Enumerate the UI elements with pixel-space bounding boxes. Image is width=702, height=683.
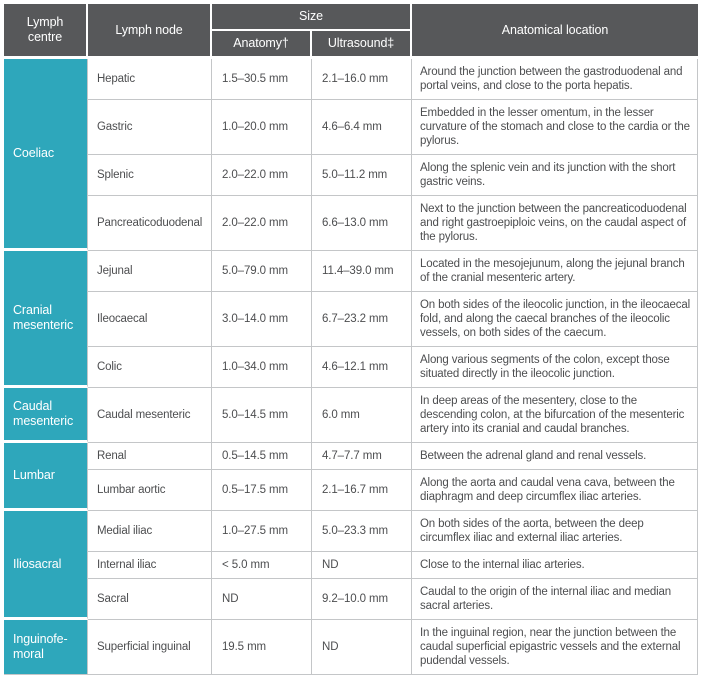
ultrasound-size-cell: 5.0–23.3 mm bbox=[312, 511, 412, 552]
table-row bbox=[4, 470, 698, 511]
ultrasound-size-cell: 6.6–13.0 mm bbox=[312, 196, 412, 251]
lymph-node-cell: Jejunal bbox=[88, 251, 212, 292]
table-row bbox=[4, 347, 698, 388]
table-row bbox=[4, 443, 698, 470]
anatomy-size-cell: 5.0–79.0 mm bbox=[212, 251, 312, 292]
ultrasound-size-cell: 6.7–23.2 mm bbox=[312, 292, 412, 347]
lymph-node-cell: Hepatic bbox=[88, 59, 212, 100]
table-row bbox=[4, 292, 698, 347]
location-cell: Located in the mesojejunum, along the jejunal branch of the cranial mesenteric artery. bbox=[412, 251, 698, 292]
ultrasound-size-cell: 6.0 mm bbox=[312, 388, 412, 443]
location-cell: Between the adrenal gland and renal vessels. bbox=[412, 443, 698, 470]
lymph-node-cell: Medial iliac bbox=[88, 511, 212, 552]
table-row bbox=[4, 196, 698, 251]
ultrasound-size-cell: ND bbox=[312, 552, 412, 579]
location-cell: Next to the junction between the pancreaticoduodenal and right gastroepiploic veins, on the caudal aspect of the pylorus. bbox=[412, 196, 698, 251]
ultrasound-size-cell: 11.4–39.0 mm bbox=[312, 251, 412, 292]
anatomy-size-cell: 19.5 mm bbox=[212, 620, 312, 675]
col-header-ultrasound: Ultrasound‡ bbox=[312, 31, 412, 59]
table-row bbox=[4, 155, 698, 196]
table-row bbox=[4, 100, 698, 155]
location-cell: Close to the internal iliac arteries. bbox=[412, 552, 698, 579]
anatomy-size-cell: 0.5–17.5 mm bbox=[212, 470, 312, 511]
ultrasound-size-cell: 2.1–16.0 mm bbox=[312, 59, 412, 100]
ultrasound-size-cell: 4.6–6.4 mm bbox=[312, 100, 412, 155]
lymph-node-cell: Ileocaecal bbox=[88, 292, 212, 347]
lymph-node-cell: Gastric bbox=[88, 100, 212, 155]
lymph-centre-cell: Cranial mesenteric bbox=[4, 251, 88, 388]
table-row bbox=[4, 579, 698, 620]
table-row bbox=[4, 620, 698, 675]
lymph-node-cell: Pancreaticoduodenal bbox=[88, 196, 212, 251]
anatomy-size-cell: 3.0–14.0 mm bbox=[212, 292, 312, 347]
location-cell: In deep areas of the mesentery, close to the descending colon, at the bifurcation of the mesenteric artery into its cranial and caudal branches. bbox=[412, 388, 698, 443]
anatomy-size-cell: 2.0–22.0 mm bbox=[212, 196, 312, 251]
header-row-1 bbox=[4, 4, 698, 31]
table-row bbox=[4, 59, 698, 100]
lymph-node-cell: Renal bbox=[88, 443, 212, 470]
lymph-centre-cell: Iliosacral bbox=[4, 511, 88, 620]
lymph-node-cell: Superficial inguinal bbox=[88, 620, 212, 675]
anatomy-size-cell: 2.0–22.0 mm bbox=[212, 155, 312, 196]
ultrasound-size-cell: 5.0–11.2 mm bbox=[312, 155, 412, 196]
location-cell: Along the splenic vein and its junction with the short gastric veins. bbox=[412, 155, 698, 196]
anatomy-size-cell: 5.0–14.5 mm bbox=[212, 388, 312, 443]
col-header-size: Size bbox=[212, 4, 412, 31]
location-cell: In the inguinal region, near the junction between the caudal superficial epigastric vessels and the external pudendal vessels. bbox=[412, 620, 698, 675]
anatomy-size-cell: 1.0–34.0 mm bbox=[212, 347, 312, 388]
table-row bbox=[4, 552, 698, 579]
location-cell: Caudal to the origin of the internal iliac and median sacral arteries. bbox=[412, 579, 698, 620]
lymph-centre-cell: Lumbar bbox=[4, 443, 88, 511]
table-row bbox=[4, 251, 698, 292]
location-cell: Along the aorta and caudal vena cava, between the diaphragm and deep circumflex iliac arteries. bbox=[412, 470, 698, 511]
location-cell: Around the junction between the gastroduodenal and portal veins, and close to the porta hepatis. bbox=[412, 59, 698, 100]
col-header-anatomy: Anatomy† bbox=[212, 31, 312, 59]
lymph-node-cell: Splenic bbox=[88, 155, 212, 196]
table-row bbox=[4, 388, 698, 443]
location-cell: Embedded in the lesser omentum, in the lesser curvature of the stomach and close to the cardia or the pylorus. bbox=[412, 100, 698, 155]
ultrasound-size-cell: 4.6–12.1 mm bbox=[312, 347, 412, 388]
table-row bbox=[4, 511, 698, 552]
lymph-centre-cell: Caudal mesenteric bbox=[4, 388, 88, 443]
anatomy-size-cell: < 5.0 mm bbox=[212, 552, 312, 579]
lymph-node-cell: Colic bbox=[88, 347, 212, 388]
anatomy-size-cell: 1.0–20.0 mm bbox=[212, 100, 312, 155]
ultrasound-size-cell: ND bbox=[312, 620, 412, 675]
lymph-node-cell: Lumbar aortic bbox=[88, 470, 212, 511]
lymph-node-cell: Caudal mesenteric bbox=[88, 388, 212, 443]
ultrasound-size-cell: 9.2–10.0 mm bbox=[312, 579, 412, 620]
col-header-lymph-node: Lymph node bbox=[88, 4, 212, 59]
anatomy-size-cell: 1.0–27.5 mm bbox=[212, 511, 312, 552]
location-cell: Along various segments of the colon, except those situated directly in the ileocolic junction. bbox=[412, 347, 698, 388]
col-header-lymph-centre: Lymph centre bbox=[4, 4, 88, 59]
location-cell: On both sides of the ileocolic junction, in the ileocaecal fold, and along the caecal branches of the ileocolic vessels, on both sides of the caecum. bbox=[412, 292, 698, 347]
table-body bbox=[4, 59, 698, 675]
anatomy-size-cell: ND bbox=[212, 579, 312, 620]
ultrasound-size-cell: 2.1–16.7 mm bbox=[312, 470, 412, 511]
table-header bbox=[4, 4, 698, 59]
col-header-anatomical-location: Anatomical location bbox=[412, 4, 698, 59]
location-cell: On both sides of the aorta, between the deep circumflex iliac and external iliac arteries. bbox=[412, 511, 698, 552]
lymph-node-cell: Internal iliac bbox=[88, 552, 212, 579]
lymph-node-table bbox=[4, 4, 698, 675]
ultrasound-size-cell: 4.7–7.7 mm bbox=[312, 443, 412, 470]
lymph-centre-cell: Coeliac bbox=[4, 59, 88, 251]
anatomy-size-cell: 1.5–30.5 mm bbox=[212, 59, 312, 100]
anatomy-size-cell: 0.5–14.5 mm bbox=[212, 443, 312, 470]
lymph-node-cell: Sacral bbox=[88, 579, 212, 620]
lymph-centre-cell: Inguinofe-moral bbox=[4, 620, 88, 675]
